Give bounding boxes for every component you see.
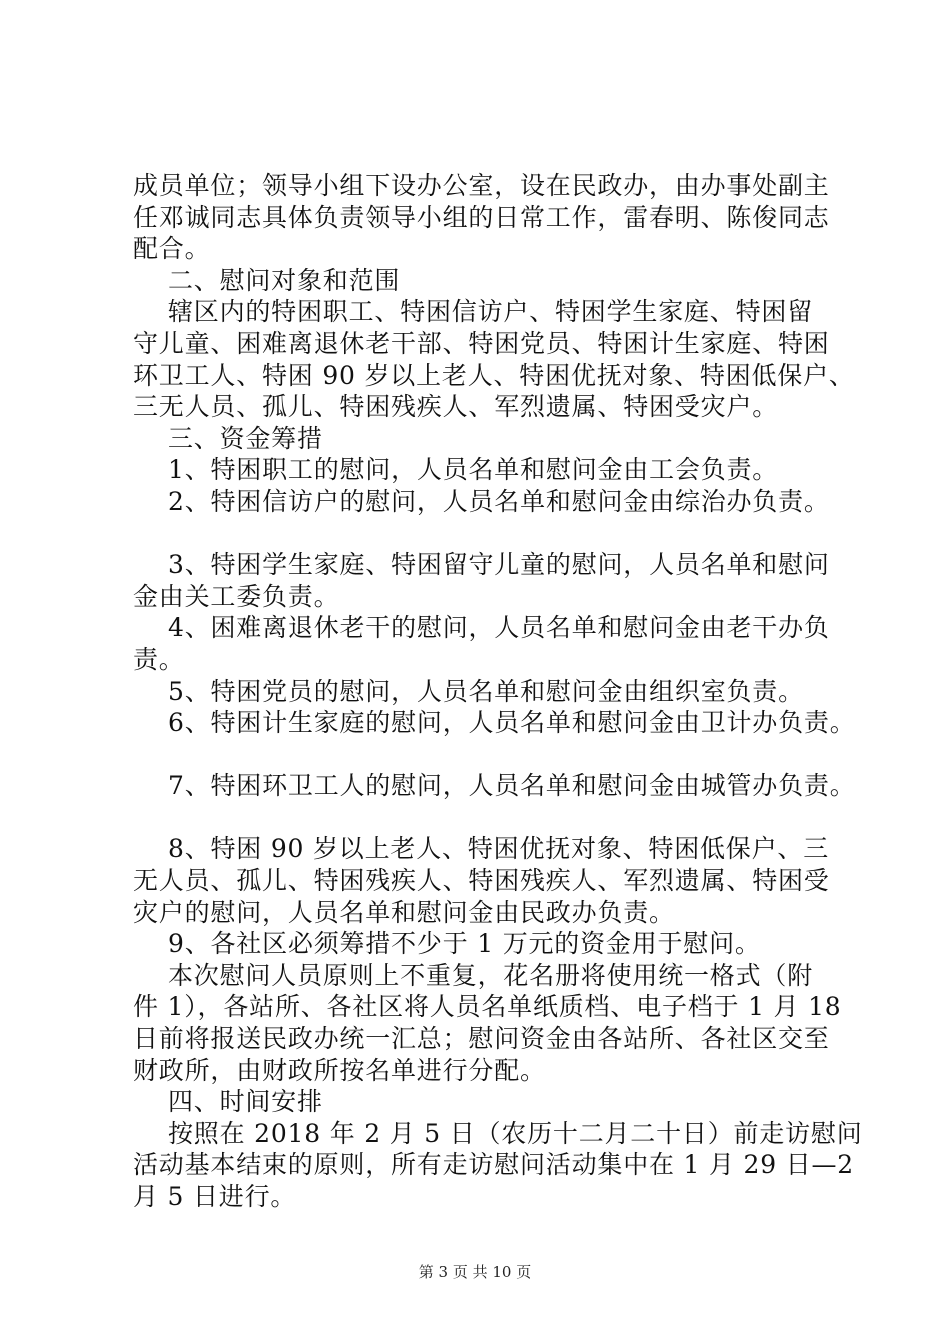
text-line: 灾户的慰问，人员名单和慰问金由民政办负责。 — [133, 897, 675, 927]
blank-line — [133, 739, 853, 771]
text-line: 财政所，由财政所按名单进行分配。 — [133, 1055, 546, 1085]
text-line: 按照在 2018 年 2 月 5 日（农历十二月二十日）前走访慰问 — [133, 1118, 863, 1148]
text-line: 无人员、孤儿、特困残疾人、特困残疾人、军烈遗属、特困受 — [133, 866, 830, 896]
text-line: 三、资金筹措 — [133, 423, 323, 453]
document-body — [133, 170, 863, 1213]
text-line: 7、特困环卫工人的慰问，人员名单和慰问金由城管办负责。 — [133, 771, 856, 801]
text-line: 1、特困职工的慰问，人员名单和慰问金由工会负责。 — [133, 455, 779, 485]
text-line: 件 1），各站所、各社区将人员名单纸质档、电子档于 1 月 18 — [133, 992, 842, 1022]
text-line: 3、特困学生家庭、特困留守儿童的慰问，人员名单和慰问 — [133, 550, 830, 580]
text-line: 成员单位；领导小组下设办公室，设在民政办，由办事处副主 — [133, 171, 830, 200]
text-line: 活动基本结束的原则，所有走访慰问活动集中在 1 月 29 日—2 — [133, 1150, 855, 1180]
text-line: 4、困难离退休老干的慰问，人员名单和慰问金由老干办负 — [133, 613, 830, 643]
text-line: 5、特困党员的慰问，人员名单和慰问金由组织室负责。 — [133, 676, 804, 706]
blank-line — [133, 802, 853, 834]
text-line: 本次慰问人员原则上不重复，花名册将使用统一格式（附 — [133, 960, 813, 990]
text-line: 环卫工人、特困 90 岁以上老人、特困优抚对象、特困低保户、 — [133, 360, 855, 390]
text-line: 任邓诚同志具体负责领导小组的日常工作，雷春明、陈俊同志 — [133, 202, 830, 232]
text-line: 2、特困信访户的慰问，人员名单和慰问金由综治办负责。 — [133, 486, 830, 516]
text-line: 四、时间安排 — [133, 1087, 323, 1117]
text-line: 月 5 日进行。 — [133, 1182, 297, 1211]
text-line: 守儿童、困难离退休老干部、特困党员、特困计生家庭、特困 — [133, 328, 830, 358]
text-line: 8、特困 90 岁以上老人、特困优抚对象、特困低保户、三 — [133, 834, 829, 864]
text-line: 三无人员、孤儿、特困残疾人、军烈遗属、特困受灾户。 — [133, 392, 779, 422]
text-line: 责。 — [133, 644, 185, 674]
text-line: 二、慰问对象和范围 — [133, 265, 401, 295]
text-line: 辖区内的特困职工、特困信访户、特困学生家庭、特困留 — [133, 297, 813, 327]
text-line: 配合。 — [133, 234, 211, 264]
text-line: 6、特困计生家庭的慰问，人员名单和慰问金由卫计办负责。 — [133, 708, 856, 738]
text-line: 日前将报送民政办统一汇总；慰问资金由各站所、各社区交至 — [133, 1024, 830, 1054]
text-line: 9、各社区必须筹措不少于 1 万元的资金用于慰问。 — [133, 929, 761, 959]
blank-line — [133, 518, 853, 550]
page-footer: 第 3 页 共 10 页 — [418, 1263, 532, 1281]
text-line: 金由关工委负责。 — [133, 581, 340, 611]
